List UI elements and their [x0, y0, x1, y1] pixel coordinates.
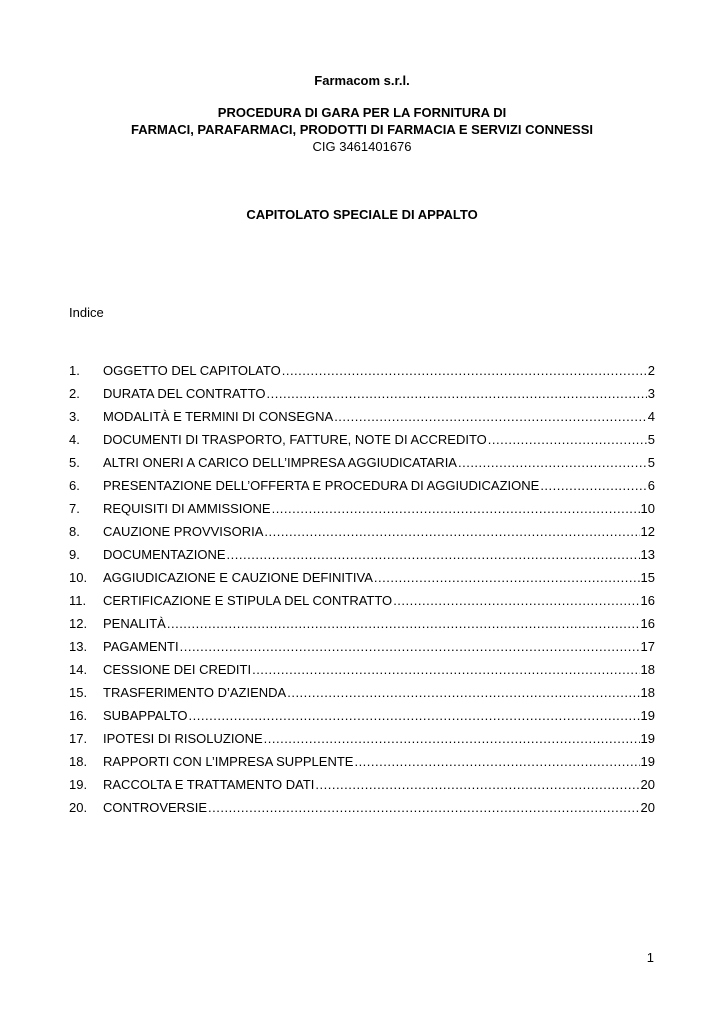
toc-entry-page: 20: [640, 777, 655, 792]
toc-entry-title: DOCUMENTAZIONE: [103, 547, 226, 562]
toc-dot-leader: [264, 523, 639, 540]
toc-entry[interactable]: [69, 408, 655, 431]
toc-dot-leader: [264, 730, 640, 747]
toc-entry-page: 18: [640, 662, 655, 677]
toc-entry[interactable]: [69, 523, 655, 546]
toc-dot-leader: [488, 431, 647, 448]
toc-entry[interactable]: [69, 546, 655, 569]
toc-entry[interactable]: [69, 385, 655, 408]
toc-dot-leader: [189, 707, 640, 724]
toc-entry-page: 12: [640, 524, 655, 539]
toc-entry[interactable]: [69, 454, 655, 477]
toc-entry[interactable]: [69, 615, 655, 638]
toc-entry-number: 9.: [69, 547, 80, 562]
toc-entry[interactable]: [69, 569, 655, 592]
toc-dot-leader: [282, 362, 647, 379]
toc-dot-leader: [167, 615, 640, 632]
toc-entry-number: 18.: [69, 754, 88, 769]
toc-entry-number: 6.: [69, 478, 80, 493]
toc-entry[interactable]: [69, 661, 655, 684]
toc-entry-title: REQUISITI DI AMMISSIONE: [103, 501, 271, 516]
toc-entry-page: 19: [640, 754, 655, 769]
toc-entry-number: 8.: [69, 524, 80, 539]
toc-entry-title: CONTROVERSIE: [103, 800, 208, 815]
toc-entry-number: 3.: [69, 409, 80, 424]
toc-entry[interactable]: [69, 431, 655, 454]
toc-dot-leader: [180, 638, 640, 655]
toc-entry[interactable]: [69, 684, 655, 707]
page-number: 1: [646, 950, 654, 965]
toc-entry[interactable]: [69, 753, 655, 776]
toc-entry[interactable]: [69, 776, 655, 799]
toc-entry-title: MODALITÀ E TERMINI DI CONSEGNA: [103, 409, 334, 424]
toc-dot-leader: [540, 477, 646, 494]
toc-entry-title: CERTIFICAZIONE E STIPULA DEL CONTRATTO: [103, 593, 393, 608]
toc-entry-title: SUBAPPALTO: [103, 708, 188, 723]
toc-entry[interactable]: [69, 477, 655, 500]
cig-code: CIG 3461401676: [312, 139, 412, 154]
toc-entry-page: 4: [647, 409, 655, 424]
toc-entry[interactable]: [69, 707, 655, 730]
toc-entry-title: RAPPORTI CON L’IMPRESA SUPPLENTE: [103, 754, 354, 769]
toc-entry-number: 5.: [69, 455, 80, 470]
toc-dot-leader: [252, 661, 639, 678]
toc-entry-page: 18: [640, 685, 655, 700]
toc-entry-page: 19: [640, 708, 655, 723]
toc-dot-leader: [315, 776, 639, 793]
toc-entry-title: IPOTESI DI RISOLUZIONE: [103, 731, 263, 746]
toc-entry-number: 17.: [69, 731, 88, 746]
toc-entry-title: AGGIUDICAZIONE E CAUZIONE DEFINITIVA: [103, 570, 373, 585]
toc-entry-number: 1.: [69, 363, 80, 378]
toc-entry-page: 5: [647, 432, 655, 447]
toc-entry-title: TRASFERIMENTO D’AZIENDA: [103, 685, 287, 700]
table-of-contents: [69, 362, 655, 822]
toc-entry-page: 15: [640, 570, 655, 585]
toc-dot-leader: [374, 569, 640, 586]
index-heading: Indice: [69, 305, 104, 320]
toc-dot-leader: [287, 684, 639, 701]
toc-entry[interactable]: [69, 500, 655, 523]
toc-entry-page: 16: [640, 616, 655, 631]
toc-dot-leader: [334, 408, 647, 425]
toc-entry-title: PRESENTAZIONE DELL’OFFERTA E PROCEDURA DI AGGIUDICAZIONE: [103, 478, 540, 493]
toc-entry-title: DURATA DEL CONTRATTO: [103, 386, 266, 401]
toc-entry-number: 11.: [69, 593, 87, 608]
toc-entry-title: PENALITÀ: [103, 616, 166, 631]
toc-entry-page: 19: [640, 731, 655, 746]
toc-dot-leader: [267, 385, 647, 402]
toc-entry-page: 17: [640, 639, 655, 654]
document-title: CAPITOLATO SPECIALE DI APPALTO: [246, 207, 478, 222]
toc-entry-number: 20.: [69, 800, 88, 815]
toc-dot-leader: [354, 753, 639, 770]
toc-entry-page: 20: [640, 800, 655, 815]
toc-entry-page: 6: [647, 478, 655, 493]
toc-entry-number: 14.: [69, 662, 88, 677]
toc-entry[interactable]: [69, 730, 655, 753]
toc-entry-title: DOCUMENTI DI TRASPORTO, FATTURE, NOTE DI ACCREDITO: [103, 432, 487, 447]
toc-dot-leader: [393, 592, 639, 609]
toc-entry[interactable]: [69, 799, 655, 822]
toc-entry-number: 15.: [69, 685, 88, 700]
toc-entry-number: 12.: [69, 616, 88, 631]
procedure-title-line2: FARMACI, PARAFARMACI, PRODOTTI DI FARMACIA E SERVIZI CONNESSI: [130, 122, 593, 137]
toc-entry-title: ALTRI ONERI A CARICO DELL’IMPRESA AGGIUDICATARIA: [103, 455, 457, 470]
toc-entry-title: CESSIONE DEI CREDITI: [103, 662, 252, 677]
toc-entry-number: 19.: [69, 777, 88, 792]
toc-entry-page: 2: [647, 363, 655, 378]
toc-entry-title: RACCOLTA E TRATTAMENTO DATI: [103, 777, 315, 792]
toc-entry-number: 2.: [69, 386, 80, 401]
toc-entry-number: 16.: [69, 708, 88, 723]
toc-dot-leader: [208, 799, 640, 816]
toc-entry-title: OGGETTO DEL CAPITOLATO: [103, 363, 281, 378]
procedure-title-line1: PROCEDURA DI GARA PER LA FORNITURA DI: [217, 105, 507, 120]
toc-entry[interactable]: [69, 638, 655, 661]
toc-entry-number: 13.: [69, 639, 88, 654]
toc-entry[interactable]: [69, 362, 655, 385]
toc-dot-leader: [272, 500, 640, 517]
toc-dot-leader: [458, 454, 647, 471]
toc-entry-number: 7.: [69, 501, 80, 516]
toc-entry[interactable]: [69, 592, 655, 615]
toc-entry-page: 13: [640, 547, 655, 562]
toc-entry-page: 5: [647, 455, 655, 470]
toc-dot-leader: [227, 546, 640, 563]
toc-entry-page: 16: [640, 593, 655, 608]
toc-entry-title: CAUZIONE PROVVISORIA: [103, 524, 264, 539]
toc-entry-title: PAGAMENTI: [103, 639, 179, 654]
company-name: Farmacom s.r.l.: [314, 73, 410, 88]
toc-entry-page: 10: [640, 501, 655, 516]
toc-entry-number: 10.: [69, 570, 88, 585]
toc-entry-page: 3: [647, 386, 655, 401]
toc-entry-number: 4.: [69, 432, 80, 447]
